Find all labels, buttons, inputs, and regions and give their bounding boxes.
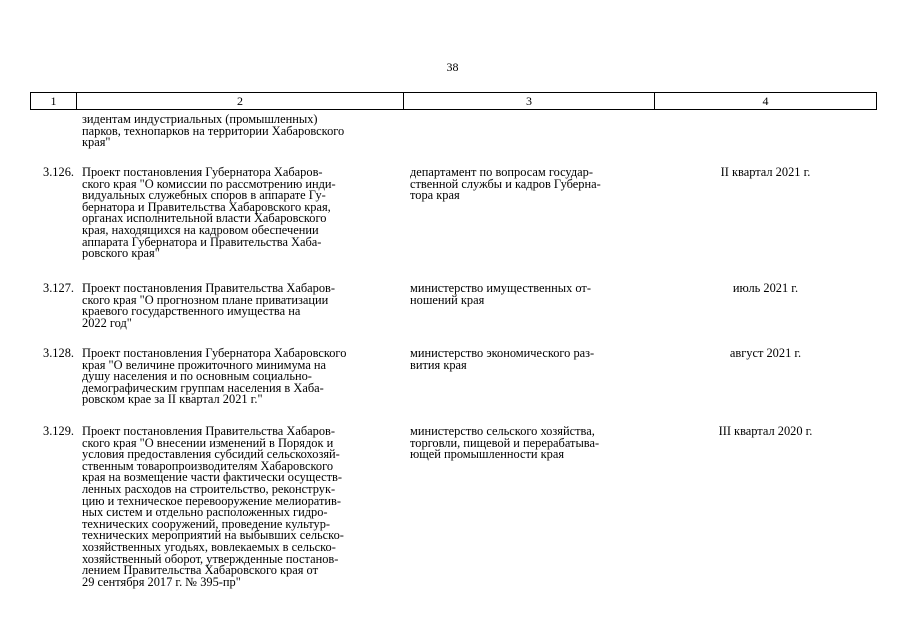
row-number: 3.129. xyxy=(43,424,74,438)
row-number: 3.127. xyxy=(43,281,74,295)
row-title: Проект постановления Правительства Хабаров- ского края "О внесении изменений в Порядок и условия предоставления субсидий сельскохозяй- ственным товаропроизводителям Хабаровского края на возмещение части фактически осуществ- ленных расходов на строительство, реконструк- цию и техническое перевооружение мелиоратив- ных систем и отдельно расположенных гидро- технических сооружений, проведение культур- технических мероприятий на выбывших сельско- хозяйственных угодьях, вовлекаемых в сельско- хозяйственный оборот, утвержденные постанов- лением Правительства Хабаровского края от 29 сентября 2017 г. № 395-пр" xyxy=(82,424,344,589)
column-header-2: 2 xyxy=(77,93,404,110)
row-executor: министерство имущественных от- ношений края xyxy=(410,281,591,307)
row-title: Проект постановления Губернатора Хабаров- ского края "О комиссии по рассмотрению инди- видуальных служебных споров в аппарате Гу- бернатора и Правительства Хабаровского края, органах исполнительной власти Хабаровского края, находящихся на кадровом обеспечении аппарата Губернатора и Правительства Хаба- ровского края" xyxy=(82,165,336,261)
column-header-table xyxy=(30,92,877,110)
row-number: 3.126. xyxy=(43,165,74,179)
row-deadline: III квартал 2020 г. xyxy=(718,424,813,438)
row-deadline: июль 2021 г. xyxy=(732,281,799,295)
column-header-row xyxy=(31,93,877,110)
row-executor: министерство экономического раз- вития края xyxy=(410,346,595,372)
row-title: Проект постановления Правительства Хабаров- ского края "О прогнозном плане приватизации краевого государственного имущества на 2022 год" xyxy=(82,281,336,330)
column-header-4: 4 xyxy=(655,93,877,110)
row-deadline: II квартал 2021 г. xyxy=(720,165,811,179)
row-deadline: август 2021 г. xyxy=(729,346,802,360)
row-executor: департамент по вопросам государ- ственной службы и кадров Губерна- тора края xyxy=(410,165,601,203)
row-executor: министерство сельского хозяйства, торговли, пищевой и перерабатыва- ющей промышленности края xyxy=(410,424,600,462)
column-header-3: 3 xyxy=(404,93,655,110)
page-number: 38 xyxy=(446,60,459,74)
row-title: Проект постановления Губернатора Хабаровского края "О величине прожиточного минимума на душу населения и по основным социально- демографическим группам населения в Хаба- ровском крае за II квартал 2021 г." xyxy=(82,346,347,407)
row-number: 3.128. xyxy=(43,346,74,360)
continuation-text: зидентам индустриальных (промышленных) парков, технопарков на территории Хабаровского края" xyxy=(82,112,345,150)
column-header-1: 1 xyxy=(31,93,77,110)
